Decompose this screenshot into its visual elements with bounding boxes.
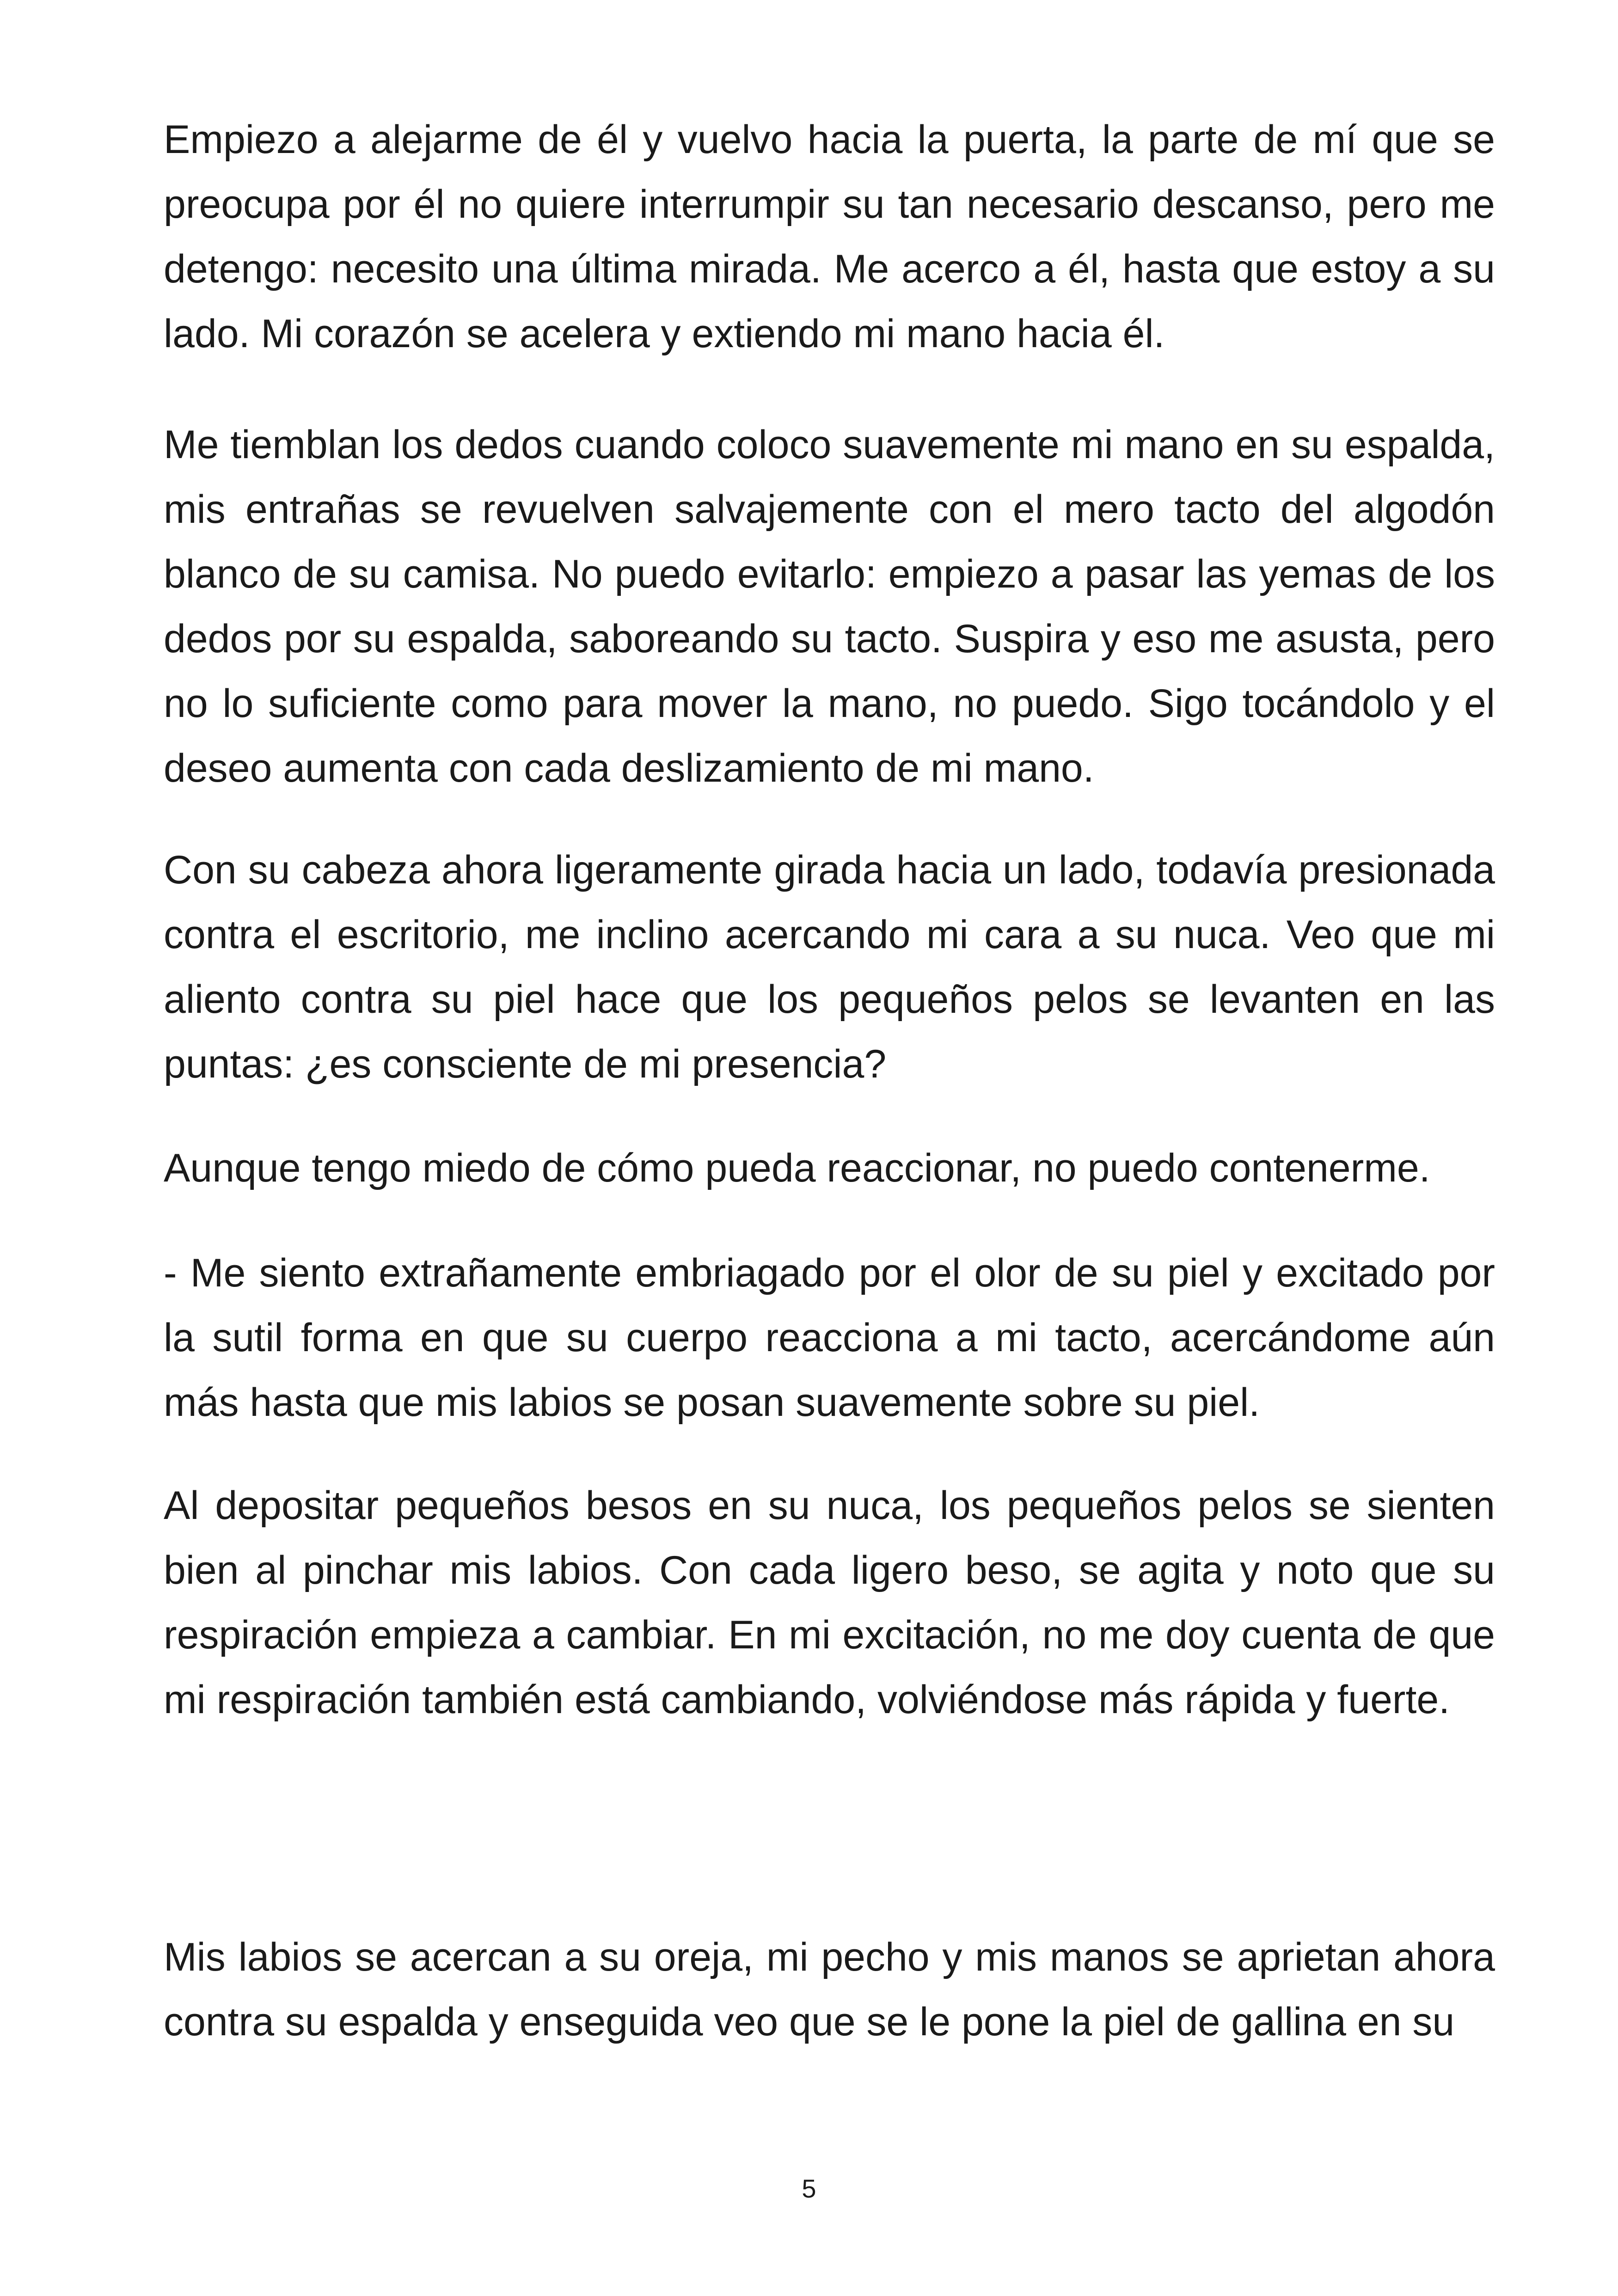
page-number: 5: [802, 2174, 816, 2203]
paragraph-2: Me tiemblan los dedos cuando coloco suavemente mi mano en su espalda, mis entrañas se revuelven salvajemente con el mero tacto del algodón blanco de su camisa. No puedo evitarlo: empiezo a pasar las yemas de los dedos por su espalda, saboreando su tacto. Suspira y eso me asusta, pero no lo suficiente como para mover la mano, no puedo. Sigo tocándolo y el deseo aumenta con cada deslizamiento de mi mano.: [164, 422, 1495, 790]
paragraph-3: Con su cabeza ahora ligeramente girada hacia un lado, todavía presionada contra el escritorio, me inclino acercando mi cara a su nuca. Veo que mi aliento contra su piel hace que los pequeños pelos se levanten en las puntas: ¿es consciente de mi presencia?: [164, 848, 1495, 1086]
paragraph-6: Al depositar pequeños besos en su nuca, los pequeños pelos se sienten bien al pinchar mis labios. Con cada ligero beso, se agita y noto que su respiración empieza a cambiar. En mi excitación, no me doy cuenta de que mi respiración también está cambiando, volviéndose más rápida y fuerte.: [164, 1483, 1495, 1722]
paragraph-4: Aunque tengo miedo de cómo pueda reaccionar, no puedo contenerme.: [164, 1146, 1430, 1190]
paragraph-1: Empiezo a alejarme de él y vuelvo hacia la puerta, la parte de mí que se preocupa por él no quiere interrumpir su tan necesario descanso, pero me detengo: necesito una última mirada. Me acerco a él, hasta que estoy a su lado. Mi corazón se acelera y extiendo mi mano hacia él.: [164, 117, 1495, 356]
paragraph-5: - Me siento extrañamente embriagado por el olor de su piel y excitado por la sutil forma en que su cuerpo reacciona a mi tacto, acercándome aún más hasta que mis labios se posan suavemente sobre su piel.: [164, 1251, 1495, 1425]
paragraph-7: Mis labios se acercan a su oreja, mi pecho y mis manos se aprietan ahora contra su espalda y enseguida veo que se le pone la piel de gallina en su: [164, 1935, 1495, 2044]
